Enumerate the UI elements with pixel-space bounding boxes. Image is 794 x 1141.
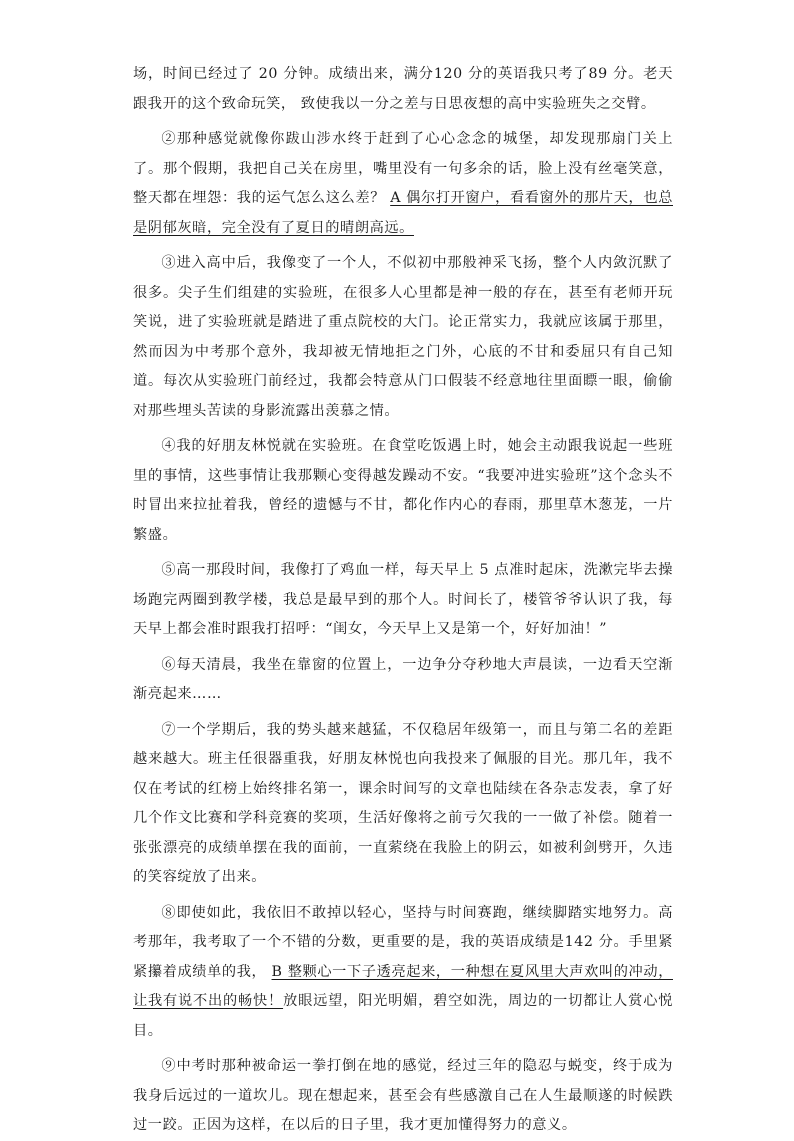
paragraph-text: ⑧即使如此，我依旧不敢掉以轻心，坚持与时间赛跑，继续脚踏实地努力。高考那年，我考取了一个不错的分数，更重要的是，我的英语成绩是142 分。手里紧紧攥着成绩单的我， <box>133 904 673 980</box>
paragraph-text: ⑥每天清晨，我坐在靠窗的位置上，一边争分夺秒地大声晨读，一边看天空渐渐亮起来…… <box>133 656 673 702</box>
underlined-sentence-b: B 整颗心一下子透亮起来，一种想在夏风里大声欢叫的冲动，让我有说不出的畅快！ <box>133 963 673 1009</box>
paragraph-3 <box>133 249 673 426</box>
paragraph-text: ⑦一个学期后，我的势头越来越猛，不仅稳居年级第一，而且与第二名的差距越来越大。班主任很器重我，好朋友林悦也向我投来了佩服的目光。那几年，我不仅在考试的红榜上始终排名第一，课余时间写的文章也陆续在各杂志发表，拿了好几个作文比赛和学科竞赛的奖项，生活好像将之前亏欠我的一一做了补偿。随着一张张漂亮的成绩单摆在我的面前，一直萦绕在我脸上的阴云，如被利剑劈开，久违的笑容绽放了出来。 <box>133 721 673 885</box>
article-body <box>133 60 673 1141</box>
paragraph-text: ④我的好朋友林悦就在实验班。在食堂吃饭遇上时，她会主动跟我说起一些班里的事情，这些事情让我那颗心变得越发躁动不安。“我要冲进实验班”这个念头不时冒出来拉扯着我，曾经的遗憾与不甘，都化作内心的春雨，那里草木葱茏，一片繁盛。 <box>133 438 673 543</box>
paragraph-9 <box>133 1052 673 1141</box>
paragraph-text: ③进入高中后，我像变了一个人，不似初中那般神采飞扬，整个人内敛沉默了很多。尖子生们组建的实验班，在很多人心里都是神一般的存在，甚至有老师开玩笑说，进了实验班就是踏进了重点院校的大门。论正常实力，我就应该属于那里，然而因为中考那个意外，我却被无情地拒之门外，心底的不甘和委屈只有自己知道。每次从实验班门前经过，我都会特意从门口假装不经意地往里面瞟一眼，偷偷对那些埋头苦读的身影流露出羡慕之情。 <box>133 255 673 419</box>
paragraph-text: ⑤高一那段时间，我像打了鸡血一样，每天早上 5 点准时起床，洗漱完毕去操场跑完两圈到教学楼，我总是最早到的那个人。时间长了，楼管爷爷认识了我，每天早上都会准时跟我打招呼：“闺女，今天早上又是第一个，好好加油！” <box>133 562 673 637</box>
paragraph-4 <box>133 432 673 550</box>
underlined-sentence-a: A 偶尔打开窗户，看看窗外的那片天，也总是阴郁灰暗，完全没有了夏日的晴朗高远。 <box>133 190 673 236</box>
paragraph-2 <box>133 125 673 243</box>
paragraph-8 <box>133 899 673 1047</box>
paragraph-text: 放眼远望，阳光明媚，碧空如洗，周边的一切都让人赏心悦目。 <box>133 993 673 1039</box>
paragraph-7 <box>133 716 673 893</box>
paragraph-text: ②那种感觉就像你跋山涉水终于赶到了心心念念的城堡，却发现那扇门关上了。那个假期，我把自己关在房里，嘴里没有一句多余的话，脸上没有丝毫笑意，整天都在埋怨：我的运气怎么这么差？ <box>133 131 673 206</box>
paragraph-text: ⑨中考时那种被命运一拳打倒在地的感觉，经过三年的隐忍与蜕变，终于成为我身后远过的一道坎儿。现在想起来，甚至会有些感激自己在人生最顺遂的时候跌过一跤。正因为这样，在以后的日子里，我才更加懂得努力的意义。 <box>133 1058 673 1133</box>
paragraph-6 <box>133 651 673 710</box>
paragraph-text: 场，时间已经过了 20 分钟。成绩出来，满分120 分的英语我只考了89 分。老天跟我开的这个致命玩笑， 致使我以一分之差与日思夜想的高中实验班失之交臂。 <box>133 66 673 112</box>
paragraph-5 <box>133 556 673 645</box>
paragraph-continuation <box>133 60 673 119</box>
